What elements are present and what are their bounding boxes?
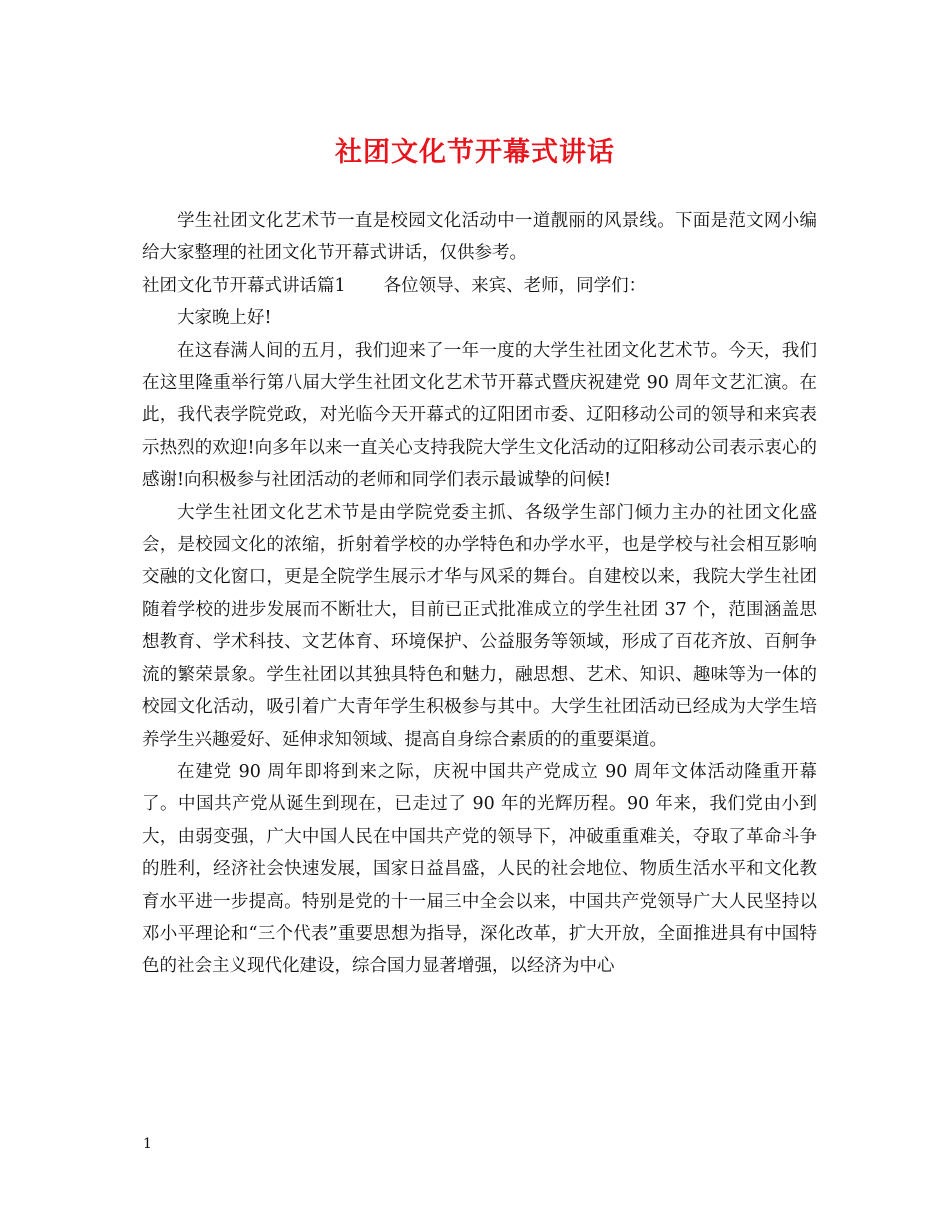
section-heading-line [142,270,817,302]
intro-paragraph: 学生社团文化艺术节一直是校园文化活动中一道靓丽的风景线。下面是范文网小编给大家整理的社团文化节开幕式讲话，仅供参考。 [142,211,817,264]
body-paragraph-1: 在这春满人间的五月，我们迎来了一年一度的大学生社团文化艺术节。今天，我们在这里隆重举行第八届大学生社团文化艺术节开幕式暨庆祝建党 90 周年文艺汇演。在此，我代表学院党政，对光临今天开幕式的辽阳团市委、辽阳移动公司的领导和来宾表示热烈的欢迎!向多年以来一直关心支持我院大学生文化活动的辽阳移动公司表示衷心的感谢!向积极参与社团活动的老师和同学们表示最诚挚的问候! [142,340,817,491]
greeting-paragraph: 大家晚上好! [177,308,272,329]
body-paragraph-2: 大学生社团文化艺术节是由学院党委主抓、各级学生部门倾力主办的社团文化盛会，是校园文化的浓缩，折射着学校的办学特色和办学水平，也是学校与社会相互影响交融的文化窗口，更是全院学生展示才华与风采的舞台。自建校以来，我院大学生社团随着学校的进步发展而不断壮大，目前已正式批准成立的学生社团 37 个，范围涵盖思想教育、学术科技、文艺体育、环境保护、公益服务等领域，形成了百花齐放、百舸争流的繁荣景象。学生社团以其独具特色和魅力，融思想、艺术、知识、趣味等为一体的校园文化活动，吸引着广大青年学生积极参与其中。大学生社团活动已经成为大学生培养学生兴趣爱好、延伸求知领域、提高自身综合素质的的重要渠道。 [142,502,817,750]
document-title: 社团文化节开幕式讲话 [335,137,615,168]
salutation: 各位领导、来宾、老师，同学们： [383,275,647,296]
document-body [142,205,817,983]
body-paragraph-3: 在建党 90 周年即将到来之际，庆祝中国共产党成立 90 周年文体活动隆重开幕了。中国共产党从诞生到现在，已走过了 90 年的光辉历程。90 年来，我们党由小到大，由弱变强，广大中国人民在中国共产党的领导下，冲破重重难关，夺取了革命斗争的胜利，经济社会快速发展，国家日益昌盛，人民的社会地位、物质生活水平和文化教育水平进一步提高。特别是党的十一届三中全会以来，中国共产党领导广大人民坚持以邓小平理论和“三个代表”重要思想为指导，深化改革，扩大开放，全面推进具有中国特色的社会主义现代化建设，综合国力显著增强，以经济为中心 [142,761,817,977]
page-number: 1 [143,1136,152,1152]
section-heading: 社团文化节开幕式讲话篇1 [142,275,346,296]
